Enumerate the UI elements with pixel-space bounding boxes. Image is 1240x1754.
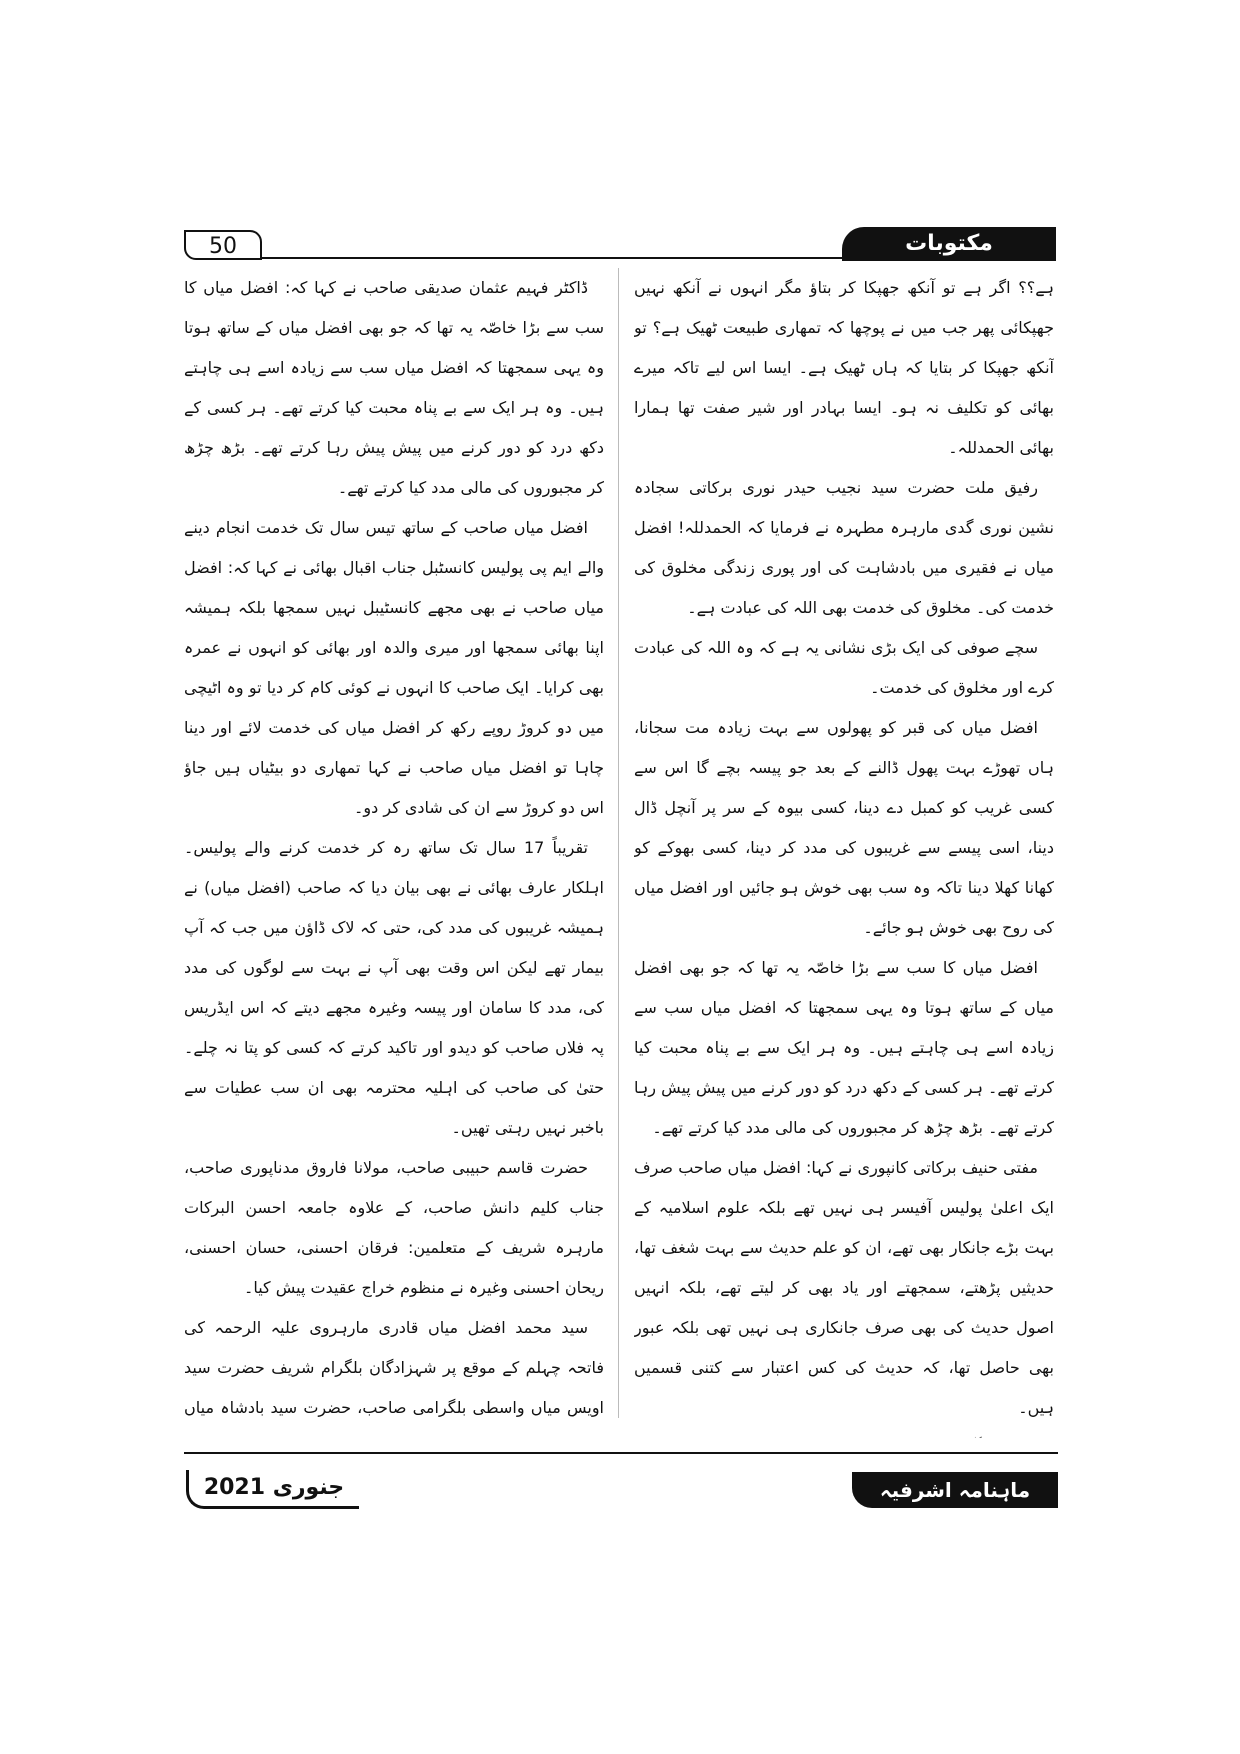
page-number: 50 xyxy=(184,230,262,260)
paragraph: ہے؟؟ اگر ہے تو آنکھ جھپکا کر بتاؤ مگر انہوں نے آنکھ نہیں جھپکائی پھر جب میں نے پوچھا کہ تمھاری طبیعت ٹھیک ہے؟ تو آنکھ جھپکا کر بتایا کہ ہاں ٹھیک ہے۔ ایسا اس لیے تاکہ میرے بھائی کو تکلیف نہ ہو۔ ایسا بہادر اور شیر صفت تھا ہمارا بھائی الحمدللہ۔ xyxy=(634,278,1054,457)
paragraph xyxy=(634,1428,1054,1438)
magazine-name: ماہنامہ اشرفیہ xyxy=(852,1472,1058,1508)
section-title: مکتوبات xyxy=(842,227,1056,261)
paragraph: سید محمد افضل میاں قادری مارہروی علیہ الرحمہ کی فاتحہ چہلم کے موقع پر شہزادگان بلگرام شریف حضرت سید اویس میاں واسطی بلگرامی صاحب، حضرت سید بادشاہ میاں xyxy=(184,1318,604,1417)
left-column xyxy=(184,268,604,1438)
paragraph: مفتی حنیف برکاتی کانپوری نے کہا: افضل میاں صاحب صرف ایک اعلیٰ پولیس آفیسر ہی نہیں تھے بلکہ علوم اسلامیہ کے بہت بڑے جانکار بھی تھے، ان کو علم حدیث سے بہت شغف تھا، حدیثیں پڑھتے، سمجھتے اور یاد بھی کر لیتے تھے، بلکہ انہیں اصول حدیث کی بھی صرف جانکاری ہی نہیں تھی بلکہ عبور بھی حاصل تھا، کہ حدیث کی کس اعتبار سے کتنی قسمیں ہیں۔ xyxy=(634,1158,1054,1417)
column-divider xyxy=(618,268,619,1418)
right-column xyxy=(634,268,1054,1438)
paragraph: افضل میاں کی قبر کو پھولوں سے بہت زیادہ مت سجانا، ہاں تھوڑے بہت پھول ڈالنے کے بعد جو پیسہ بچے گا اس سے کسی غریب کو کمبل دے دینا، کسی بیوہ کے سر پر آنچل ڈال دینا، اسی پیسے سے غریبوں کی مدد کر دینا، کسی بھوکے کو کھانا کھلا دینا تاکہ وہ سب بھی خوش ہو جائیں اور افضل میاں کی روح بھی خوش ہو جائے۔ xyxy=(634,718,1054,937)
issue-date: جنوری 2021 xyxy=(186,1470,359,1509)
paragraph: حضرت قاسم حبیبی صاحب، مولانا فاروق مدناپوری صاحب، جناب کلیم دانش صاحب، کے علاوہ جامعہ احسن البرکات مارہرہ شریف کے متعلمین: فرقان احسنی، حسان احسنی، ریحان احسنی وغیرہ نے منظوم خراج عقیدت پیش کیا۔ xyxy=(184,1158,604,1297)
paragraph: سچے صوفی کی ایک بڑی نشانی یہ ہے کہ وہ اللہ کی عبادت کرے اور مخلوق کی خدمت۔ xyxy=(634,638,1054,697)
paragraph: ڈاکٹر فہیم عثمان صدیقی صاحب نے کہا کہ: افضل میاں کا سب سے بڑا خاصّہ یہ تھا کہ جو بھی افضل میاں کے ساتھ ہوتا وہ یہی سمجھتا کہ افضل میاں سب سے زیادہ اسے ہی چاہتے ہیں۔ وہ ہر ایک سے بے پناہ محبت کیا کرتے تھے۔ ہر کسی کے دکھ درد کو دور کرنے میں پیش پیش رہا کرتے تھے۔ بڑھ چڑھ کر مجبوروں کی مالی مدد کیا کرتے تھے۔ xyxy=(184,278,604,497)
paragraph: افضل میاں صاحب کے ساتھ تیس سال تک خدمت انجام دینے والے ایم پی پولیس کانسٹبل جناب اقبال بھائی نے کہا کہ: افضل میاں صاحب نے بھی مجھے کانسٹیبل نہیں سمجھا بلکہ ہمیشہ اپنا بھائی سمجھا اور میری والدہ اور بھائی کو انہوں نے عمرہ بھی کرایا۔ ایک صاحب کا انہوں نے کوئی کام کر دیا تو وہ اٹیچی میں دو کروڑ روپے رکھ کر افضل میاں کی خدمت لائے اور دینا چاہا تو افضل میاں صاحب نے کہا تمھاری دو بیٹیاں ہیں جاؤ اس دو کروڑ سے ان کی شادی کر دو۔ xyxy=(184,518,604,817)
footer-rule xyxy=(184,1452,1058,1454)
paragraph: رفیق ملت حضرت سید نجیب حیدر نوری برکاتی سجادہ نشین نوری گدی مارہرہ مطہرہ نے فرمایا کہ الحمدللہ! افضل میاں نے فقیری میں بادشاہت کی اور پوری زندگی مخلوق کی خدمت کی۔ مخلوق کی خدمت بھی اللہ کی عبادت ہے۔ xyxy=(634,478,1054,617)
paragraph: تقریباً 17 سال تک ساتھ رہ کر خدمت کرنے والے پولیس۔ اہلکار عارف بھائی نے بھی بیان دیا کہ صاحب (افضل میاں) نے ہمیشہ غریبوں کی مدد کی، حتی کہ لاک ڈاؤن میں جب کہ آپ بیمار تھے لیکن اس وقت بھی آپ نے بہت سے لوگوں کی مدد کی، مدد کا سامان اور پیسہ وغیرہ مجھے دیتے کہ اس ایڈریس پہ فلاں صاحب کو دیدو اور تاکید کرتے کہ کسی کو پتا نہ چلے۔ حتیٰ کی صاحب کی اہلیہ محترمہ بھی ان سب عطیات سے باخبر نہیں رہتی تھیں۔ xyxy=(184,838,604,1137)
paragraph: افضل میاں کا سب سے بڑا خاصّہ یہ تھا کہ جو بھی افضل میاں کے ساتھ ہوتا وہ یہی سمجھتا کہ افضل میاں سب سے زیادہ اسے ہی چاہتے ہیں۔ وہ ہر ایک سے بے پناہ محبت کیا کرتے تھے۔ ہر کسی کے دکھ درد کو دور کرنے میں پیش پیش رہا کرتے تھے۔ بڑھ چڑھ کر مجبوروں کی مالی مدد کیا کرتے تھے۔ xyxy=(634,958,1054,1137)
header-rule xyxy=(262,257,842,259)
